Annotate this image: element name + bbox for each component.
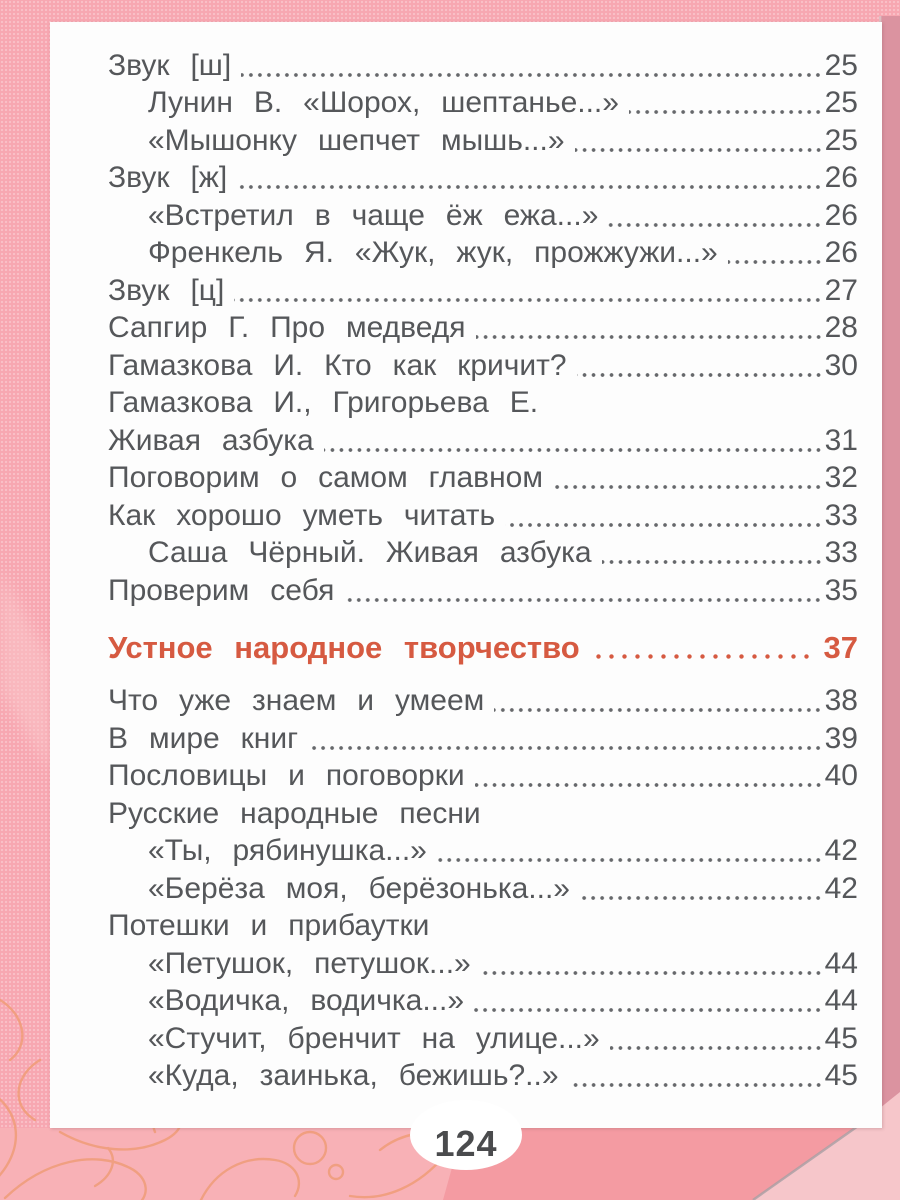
toc-entry — [108, 422, 858, 460]
toc-entry-page: 39 — [824, 721, 858, 755]
toc-entry-title: Что уже знаем и умеем — [108, 684, 485, 718]
toc-entry-title: «Ты, рябинушка...» — [148, 834, 427, 868]
dot-leader — [553, 460, 823, 498]
toc-entry — [108, 1058, 858, 1096]
toc-entry — [108, 460, 858, 498]
toc-entry — [108, 122, 858, 160]
toc-entry-page: 33 — [824, 536, 858, 570]
toc-entry — [108, 720, 858, 758]
dot-leader — [476, 310, 823, 348]
toc-entry-page: 33 — [824, 498, 858, 532]
toc-entry-title: Устное народное творчество — [108, 629, 580, 665]
toc-entry-title: Лунин В. «Шорох, шептанье...» — [148, 86, 619, 120]
toc-entry-title: Проверим себя — [108, 573, 335, 607]
toc-entry — [108, 1020, 858, 1058]
toc-entry-title: «Берёза моя, берёзонька...» — [148, 871, 570, 905]
dot-leader — [728, 235, 823, 273]
toc-entry-title: Звук [ш] — [108, 48, 232, 82]
dot-leader — [437, 833, 823, 871]
toc-section-heading — [108, 628, 858, 668]
toc-entry-title: Звук [ж] — [108, 161, 228, 195]
toc-entry — [108, 497, 858, 535]
toc-entry — [108, 535, 858, 573]
toc-entry-page: 45 — [824, 1059, 858, 1093]
toc-entry-title: «Мышонку шепчет мышь...» — [148, 123, 565, 157]
toc-entry-page: 42 — [824, 834, 858, 868]
toc-entry-title: Саша Чёрный. Живая азбука — [148, 536, 592, 570]
toc-entry-page: 31 — [824, 423, 858, 457]
toc-entry-page: 26 — [824, 161, 858, 195]
dot-leader — [505, 497, 823, 535]
page-number-tab — [410, 1100, 522, 1170]
dot-leader — [481, 945, 823, 983]
page-number: 124 — [434, 1123, 498, 1164]
toc-entry-page: 27 — [824, 273, 858, 307]
page-edge-strip — [881, 16, 900, 1132]
toc-page — [50, 22, 882, 1128]
toc-entry-title: Поговорим о самом главном — [108, 461, 543, 495]
toc-entry — [108, 235, 858, 273]
toc-entry-page: 26 — [824, 236, 858, 270]
toc-entry-title: «Встретил в чаще ёж ежа...» — [148, 198, 599, 232]
dot-leader — [475, 758, 823, 796]
toc-entry-page: 26 — [824, 198, 858, 232]
toc-entry — [108, 160, 858, 198]
dot-leader — [241, 47, 822, 85]
toc-entry-page: 32 — [824, 461, 858, 495]
toc-entry-page: 38 — [824, 684, 858, 718]
toc-entry-title: Гамазкова И., Григорьева Е. — [108, 386, 539, 420]
toc-entry-page: 45 — [824, 1021, 858, 1055]
toc-entry-page: 25 — [824, 86, 858, 120]
toc-entry-title: Звук [ц] — [108, 273, 225, 307]
toc-entry-title: Гамазкова И. Кто как кричит? — [108, 348, 567, 382]
toc-entry — [108, 385, 858, 423]
toc-entry-title: Живая азбука — [108, 423, 314, 457]
toc-entry — [108, 870, 858, 908]
toc-entry — [108, 908, 858, 946]
toc-entry — [108, 197, 858, 235]
toc-entry — [108, 47, 858, 85]
toc-entry — [108, 683, 858, 721]
dot-leader — [610, 1020, 823, 1058]
toc-entry-title: В мире книг — [108, 721, 299, 755]
dot-leader — [324, 422, 823, 460]
toc-entry-page: 35 — [824, 573, 858, 607]
toc-entry-title: «Куда, заинька, бежишь?..» — [148, 1059, 559, 1093]
dot-leader — [234, 272, 822, 310]
toc-entry-page: 44 — [824, 984, 858, 1018]
toc-entry — [108, 310, 858, 348]
toc-entry-page: 37 — [823, 629, 858, 665]
toc-entry — [108, 572, 858, 610]
toc-entry — [108, 758, 858, 796]
dot-leader — [575, 122, 823, 160]
toc-entry-title: Пословицы и поговорки — [108, 759, 465, 793]
toc-entry-title: «Стучит, бренчит на улице...» — [148, 1021, 600, 1055]
dot-leader — [577, 347, 823, 385]
toc-entry — [108, 833, 858, 871]
toc-entry — [108, 983, 858, 1021]
dot-leader — [474, 983, 823, 1021]
toc-entry-title: «Петушок, петушок...» — [148, 946, 471, 980]
dot-leader — [569, 1058, 823, 1096]
dot-leader — [308, 720, 823, 758]
dot-leader — [580, 870, 823, 908]
dot-leader — [344, 572, 822, 610]
toc-entry-page: 25 — [824, 123, 858, 157]
table-of-contents — [108, 47, 858, 1095]
toc-entry-page: 42 — [824, 871, 858, 905]
toc-entry — [108, 945, 858, 983]
dot-leader — [237, 160, 822, 198]
toc-entry-page: 40 — [824, 759, 858, 793]
toc-entry-title: Френкель Я. «Жук, жук, прожжужи...» — [148, 236, 718, 270]
ornament-area — [0, 1128, 463, 1200]
toc-entry-title: «Водичка, водичка...» — [148, 984, 465, 1018]
dot-leader — [629, 85, 823, 123]
toc-entry-title: Потешки и прибаутки — [108, 909, 430, 943]
dot-leader — [494, 683, 822, 721]
dot-leader — [592, 628, 810, 668]
toc-entry-title: Сапгир Г. Про медведя — [108, 311, 466, 345]
toc-entry-title: Как хорошо уметь читать — [108, 498, 496, 532]
toc-entry-page: 44 — [824, 946, 858, 980]
light-ribbon — [0, 572, 50, 770]
toc-entry-title: Русские народные песни — [108, 796, 481, 830]
dot-leader — [602, 535, 823, 573]
toc-entry — [108, 347, 858, 385]
toc-entry — [108, 272, 858, 310]
dot-leader — [608, 197, 822, 235]
toc-entry-page: 25 — [824, 48, 858, 82]
toc-entry — [108, 795, 858, 833]
toc-entry-page: 28 — [824, 311, 858, 345]
toc-entry-page: 30 — [824, 348, 858, 382]
toc-entry — [108, 85, 858, 123]
